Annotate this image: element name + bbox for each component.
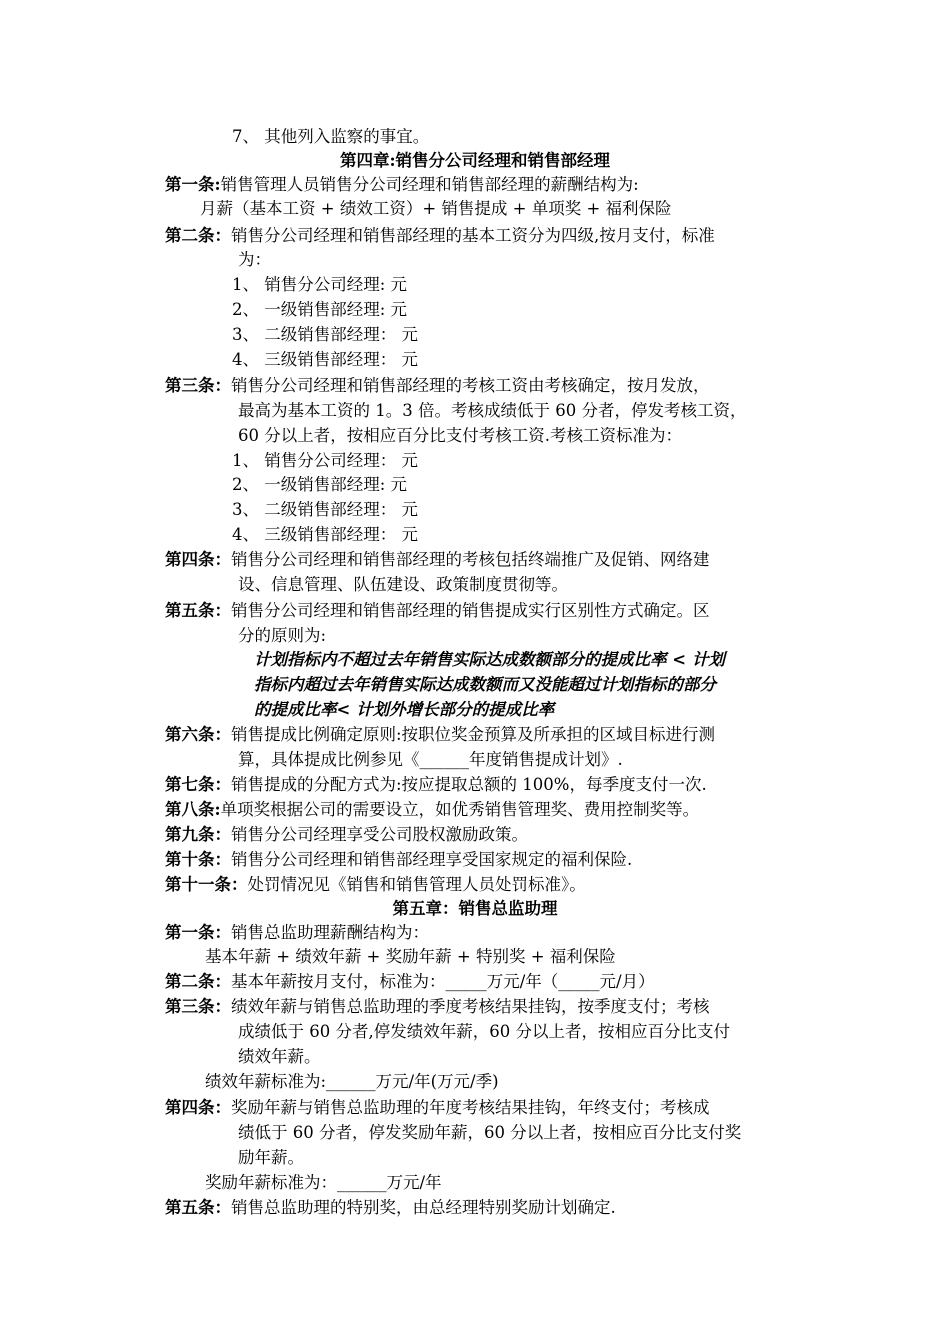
ch4-article-2-item: 3、 二级销售部经理： 元	[232, 325, 418, 344]
article-text: 销售分公司经理和销售部经理的考核包括终端推广及促销、网络建	[231, 550, 710, 569]
ch4-article-1	[165, 174, 639, 196]
article-text: 销售分公司经理和销售部经理的销售提成实行区别性方式确定。区	[231, 601, 710, 620]
ch4-article-5-line-2: 分的原则为:	[238, 626, 327, 645]
ch4-article-1-formula: 月薪（基本工资 + 绩效工资）+ 销售提成 + 单项奖 + 福利保险	[200, 199, 672, 218]
ch4-article-3-line-3: 60 分以上者，按相应百分比支付考核工资.考核工资标准为：	[238, 426, 682, 445]
article-label: 第二条：	[165, 226, 231, 245]
ch5-article-4-line-2: 绩低于 60 分者，停发奖励年薪，60 分以上者，按相应百分比支付奖	[238, 1123, 742, 1142]
article-text: 销售总监助理薪酬结构为：	[231, 923, 429, 942]
ch5-article-4	[165, 1097, 710, 1119]
ch5-article-4-standard: 奖励年薪标准为：______万元/年	[205, 1173, 442, 1192]
ch4-article-4	[165, 549, 710, 571]
article-text: 单项奖根据公司的需要设立，如优秀销售管理奖、费用控制奖等。	[220, 800, 700, 819]
article-label: 第十一条：	[165, 875, 248, 894]
article-text: 销售分公司经理和销售部经理享受国家规定的福利保险.	[231, 850, 633, 869]
ch4-article-7	[165, 774, 707, 796]
article-label: 第一条：	[165, 923, 231, 942]
article-text: 销售管理人员销售分公司经理和销售部经理的薪酬结构为:	[220, 175, 639, 194]
article-label: 第二条：	[165, 972, 231, 991]
ch4-article-2	[165, 225, 715, 247]
ch4-article-3	[165, 375, 710, 397]
ch5-article-1	[165, 922, 429, 944]
ch5-article-4-line-3: 励年薪。	[238, 1148, 304, 1167]
article-text: 销售分公司经理和销售部经理的基本工资分为四级,按月支付，标准	[231, 226, 715, 245]
chapter-4-title: 第四章:销售分公司经理和销售部经理	[339, 151, 611, 170]
ch4-article-9	[165, 824, 528, 846]
ch4-article-3-line-2: 最高为基本工资的 1。3 倍。考核成绩低于 60 分者，停发考核工资，	[238, 401, 747, 420]
article-label: 第五条：	[165, 1198, 231, 1217]
ch4-article-2-item: 4、 三级销售部经理： 元	[232, 350, 418, 369]
ch5-article-2	[165, 971, 655, 993]
article-label: 第八条:	[165, 800, 221, 819]
ch4-article-10	[165, 849, 632, 871]
article-text: 销售提成的分配方式为:按应提取总额的 100%，每季度支付一次.	[231, 775, 707, 794]
article-label: 第九条：	[165, 825, 231, 844]
ch5-article-5	[165, 1197, 616, 1219]
chapter-5-title: 第五章：销售总监助理	[392, 899, 558, 918]
ch4-article-3-item: 4、 三级销售部经理： 元	[232, 525, 418, 544]
ch4-article-6	[165, 724, 715, 746]
article-label: 第三条：	[165, 376, 231, 395]
article-text: 绩效年薪与销售总监助理的季度考核结果挂钩，按季度支付；考核	[231, 997, 710, 1016]
article-text: 销售提成比例确定原则:按职位奖金预算及所承担的区域目标进行测	[231, 725, 716, 744]
ch4-article-5-principle: 的提成比率< 计划外增长部分的提成比率	[254, 700, 555, 719]
ch4-article-8	[165, 799, 699, 821]
article-text: 基本年薪按月支付，标准为：_____万元/年（_____元/月）	[231, 972, 655, 991]
article-text: 销售分公司经理享受公司股权激励政策。	[231, 825, 528, 844]
ch4-article-6-line-2: 算，具体提成比例参见《______年度销售提成计划》.	[238, 750, 623, 769]
ch4-tail-item-7: 7、 其他列入监察的事宜。	[232, 127, 430, 146]
article-text: 销售分公司经理和销售部经理的考核工资由考核确定，按月发放，	[231, 376, 710, 395]
ch4-article-2-item: 2、 一级销售部经理: 元	[232, 300, 408, 319]
ch5-article-3-line-3: 绩效年薪。	[238, 1047, 321, 1066]
ch4-article-3-item: 1、 销售分公司经理： 元	[232, 451, 418, 470]
ch5-article-3-standard: 绩效年薪标准为:______万元/年(万元/季)	[205, 1072, 499, 1091]
ch4-article-5	[165, 600, 710, 622]
ch4-article-11	[165, 874, 586, 896]
ch4-article-2-item: 1、 销售分公司经理: 元	[232, 275, 408, 294]
article-label: 第六条：	[165, 725, 231, 744]
ch4-article-3-item: 3、 二级销售部经理： 元	[232, 500, 418, 519]
ch5-article-3	[165, 996, 710, 1018]
ch5-article-3-line-2: 成绩低于 60 分者,停发绩效年薪，60 分以上者，按相应百分比支付	[238, 1022, 730, 1041]
article-label: 第十条：	[165, 850, 231, 869]
article-label: 第四条：	[165, 550, 231, 569]
ch4-article-5-principle: 计划指标内不超过去年销售实际达成数额部分的提成比率 < 计划	[254, 650, 725, 669]
ch5-article-1-formula: 基本年薪 + 绩效年薪 + 奖励年薪 + 特别奖 + 福利保险	[205, 947, 616, 966]
ch4-article-3-item: 2、 一级销售部经理: 元	[232, 475, 408, 494]
ch4-article-2-line-2: 为：	[238, 250, 271, 269]
article-text: 奖励年薪与销售总监助理的年度考核结果挂钩，年终支付；考核成	[231, 1098, 710, 1117]
article-text: 处罚情况见《销售和销售管理人员处罚标准》。	[247, 875, 586, 894]
ch4-article-5-principle: 指标内超过去年销售实际达成数额而又没能超过计划指标的部分	[254, 675, 716, 694]
article-label: 第五条：	[165, 601, 231, 620]
article-label: 第七条：	[165, 775, 231, 794]
article-label: 第一条:	[165, 175, 221, 194]
article-label: 第三条：	[165, 997, 231, 1016]
article-text: 销售总监助理的特别奖，由总经理特别奖励计划确定.	[231, 1198, 616, 1217]
article-label: 第四条：	[165, 1098, 231, 1117]
ch4-article-4-line-2: 设、信息管理、队伍建设、政策制度贯彻等。	[238, 575, 568, 594]
